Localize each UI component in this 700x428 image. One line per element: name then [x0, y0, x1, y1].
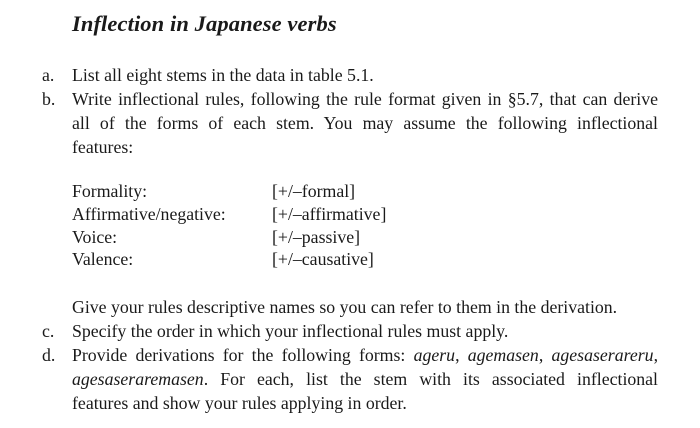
feature-name: Affirmative/negative: — [72, 203, 226, 224]
item-b-line-3: features: — [72, 137, 134, 157]
item-d-line-1 — [72, 343, 658, 367]
feature-row-affirmative — [72, 203, 472, 226]
item-a-text: List all eight stems in the data in table 5.1. — [72, 65, 374, 85]
rules-note: Give your rules descriptive names so you can refer to them in the derivation. — [72, 297, 618, 317]
form-agesaserareru: agesaserareru — [551, 345, 654, 365]
item-d-line-2-suffix: . For each, list the stem with its associated inflectional — [203, 369, 658, 389]
item-a-marker: a. — [42, 65, 55, 85]
item-c-marker: c. — [42, 321, 55, 341]
item-c-text: Specify the order in which your inflectional rules must apply. — [72, 321, 509, 341]
item-d-line-3: features and show your rules applying in order. — [72, 393, 407, 413]
form-agesaseraremasen: agesaseraremasen — [72, 369, 204, 389]
item-b-line-2: all of the forms of each stem. You may assume the following inflectional — [72, 113, 658, 133]
item-d-marker: d. — [42, 345, 56, 365]
feature-value: [+/–causative] — [272, 249, 374, 270]
item-a-body — [72, 63, 658, 87]
item-c-body — [72, 319, 658, 343]
feature-row-voice — [72, 226, 472, 249]
features-table — [72, 180, 472, 271]
feature-value: [+/–formal] — [272, 181, 356, 201]
item-b-body — [72, 87, 658, 159]
item-b-marker: b. — [42, 89, 56, 109]
feature-row-valence — [72, 248, 472, 271]
form-ageru: ageru — [413, 345, 456, 365]
item-d-line-1-prefix: Provide derivations for the following forms: — [72, 345, 414, 365]
separator: , — [538, 345, 552, 365]
feature-name: Formality: — [72, 181, 148, 201]
feature-name: Voice: — [72, 226, 118, 247]
item-d-line-2 — [72, 367, 658, 391]
feature-name: Valence: — [72, 249, 134, 270]
item-d-body — [72, 343, 658, 415]
form-agemasen: agemasen — [467, 345, 539, 365]
separator: , — [455, 345, 468, 365]
feature-value: [+/–passive] — [272, 226, 361, 247]
feature-row-formality — [72, 180, 472, 203]
exercise-title: Inflection in Japanese verbs — [72, 11, 337, 36]
item-b-line-1: Write inflectional rules, following the rule format given in §5.7, that can derive — [72, 89, 658, 109]
separator: , — [653, 345, 659, 365]
feature-value: [+/–affirmative] — [272, 203, 387, 224]
